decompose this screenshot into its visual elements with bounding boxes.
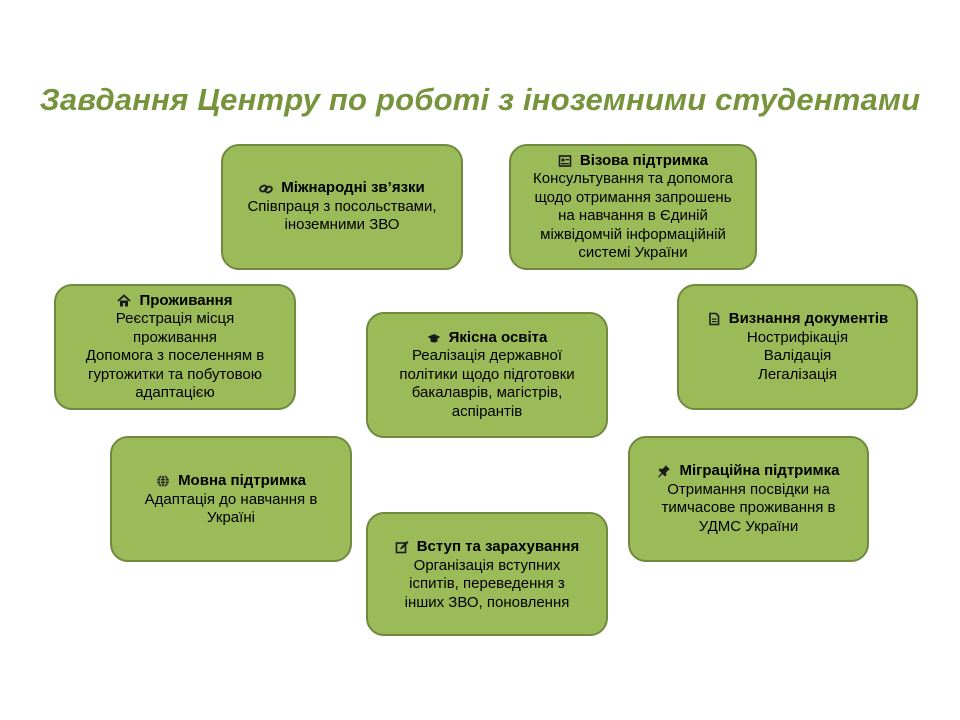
card-language [110, 436, 352, 562]
card-line: щодо отримання запрошень [534, 188, 732, 206]
card-heading-text: Міграційна підтримка [679, 462, 840, 479]
card-heading [427, 329, 548, 348]
card-heading-text: Вступ та зарахування [416, 538, 580, 555]
card-line: проживання [133, 328, 217, 346]
card-heading-text: Якісна освіта [448, 328, 548, 346]
card-line: УДМС України [698, 517, 799, 535]
card-quality [366, 312, 608, 438]
card-heading [657, 462, 839, 481]
card-line: системі України [578, 244, 688, 261]
card-housing [54, 284, 296, 410]
card-line: Адаптація до навчання в [144, 490, 318, 508]
globe-icon [156, 474, 170, 488]
card-international [221, 144, 463, 270]
card-line: політики щодо підготовки [399, 365, 575, 383]
card-heading [156, 472, 306, 491]
link-icon [259, 182, 273, 196]
card-line: бакалаврів, магістрів, [411, 384, 563, 402]
card-heading-text: Проживання [139, 291, 233, 309]
card-heading-text: Мовна підтримка [178, 472, 306, 489]
document-icon [707, 312, 721, 326]
card-line: Нострифікація [746, 328, 849, 346]
card-line: аспірантів [451, 402, 523, 420]
card-line: іспитів, переведення з [409, 575, 565, 592]
graduation-cap-icon [427, 331, 441, 345]
card-line: Співпраця з посольствами, [247, 197, 437, 215]
card-heading-text: Міжнародні зв’язки [281, 179, 425, 197]
card-line: гуртожитки та побутовою [88, 365, 262, 383]
card-line: міжвідомчій інформаційній [540, 225, 726, 243]
house-icon [117, 294, 131, 308]
card-documents [677, 284, 918, 410]
card-line: Валідація [763, 347, 832, 364]
card-line: інших ЗВО, поновлення [404, 593, 570, 611]
card-line: Отримання посвідки на [667, 480, 830, 498]
card-heading [558, 152, 708, 171]
card-heading [117, 292, 232, 311]
card-heading [707, 310, 889, 329]
card-migration [628, 436, 869, 562]
card-line: на навчання в Єдиній [558, 207, 708, 224]
card-line: адаптацією [135, 384, 215, 401]
card-heading [259, 179, 425, 198]
card-line: Легалізація [757, 365, 838, 383]
edit-icon [395, 540, 409, 554]
card-line: Реєстрація місця [115, 310, 235, 327]
card-heading [395, 538, 580, 557]
card-line: Допомога з поселенням в [85, 347, 265, 364]
card-line: Реалізація державної [411, 347, 563, 365]
pin-icon [657, 464, 671, 478]
card-admission [366, 512, 608, 636]
card-visa [509, 144, 757, 270]
card-heading-text: Візова підтримка [579, 151, 709, 169]
page-title: Завдання Центру по роботі з іноземними студентами [39, 82, 921, 117]
card-line: іноземними ЗВО [284, 216, 400, 234]
passport-icon [558, 154, 572, 168]
card-line: Консультування та допомога [533, 170, 733, 187]
card-line: тимчасове проживання в [661, 499, 836, 516]
card-heading-text: Визнання документів [728, 310, 889, 327]
card-line: Україні [207, 509, 255, 526]
card-line: Організація вступних [413, 556, 561, 574]
